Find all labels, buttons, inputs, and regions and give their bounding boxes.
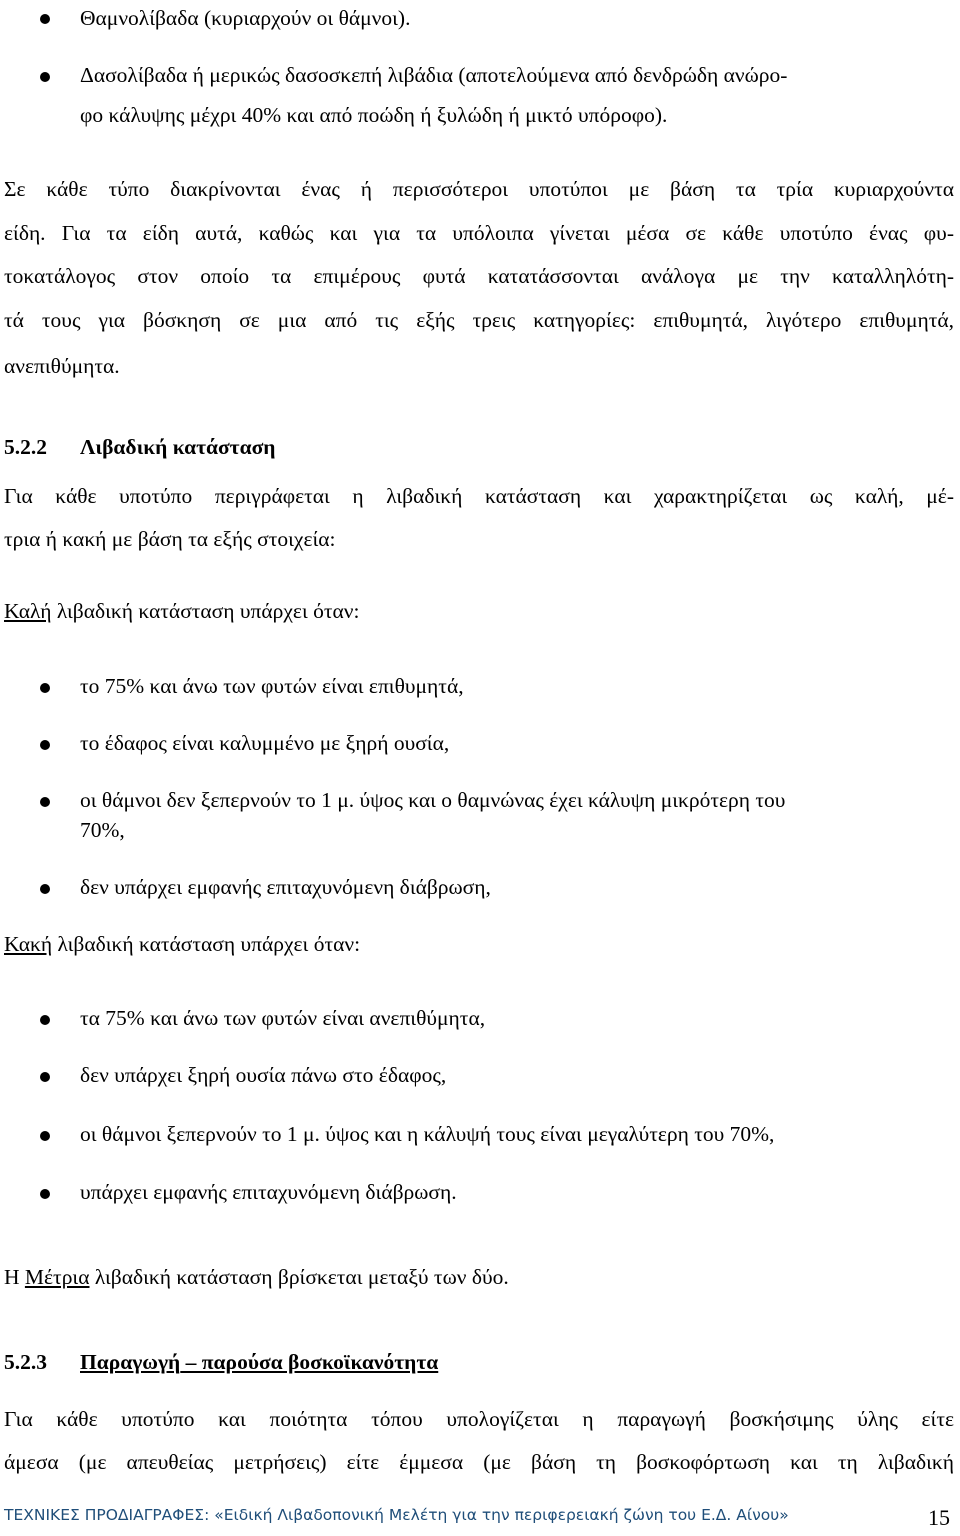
bullet-dot bbox=[40, 14, 50, 24]
section-title-part1: Παραγωγή bbox=[80, 1350, 181, 1374]
paragraph-line: Για κάθε υποτύπο και ποιότητα τόπου υπολογίζεται η παραγωγή βοσκήσιμης ύλης είτε bbox=[4, 1407, 954, 1431]
paragraph-line: Σε κάθε τύπο διακρίνονται ένας ή περισσότεροι υποτύποι με βάση τα τρία κυριαρχούντα bbox=[4, 177, 954, 201]
good-label: Καλή bbox=[4, 599, 52, 623]
bullet-dot bbox=[40, 1015, 50, 1025]
bullet-dot bbox=[40, 884, 50, 894]
list-item: δεν υπάρχει εμφανής επιταχυνόμενη διάβρωση, bbox=[80, 875, 491, 899]
list-item: Θαμνολίβαδα (κυριαρχούν οι θάμνοι). bbox=[80, 6, 411, 30]
good-rest: λιβαδική κατάσταση υπάρχει όταν: bbox=[51, 599, 360, 623]
section-heading bbox=[4, 1348, 438, 1376]
list-item: το έδαφος είναι καλυμμένο με ξηρή ουσία, bbox=[80, 731, 450, 755]
paragraph-line: τρια ή κακή με βάση τα εξής στοιχεία: bbox=[4, 527, 336, 551]
bullet-dot bbox=[40, 740, 50, 750]
list-item: οι θάμνοι δεν ξεπερνούν το 1 μ. ύψος και ο θαμνώνας έχει κάλυψη μικρότερη του bbox=[80, 788, 786, 812]
medium-condition-text bbox=[4, 1263, 509, 1291]
bullet-dot bbox=[40, 1072, 50, 1082]
paragraph-line: ανεπιθύμητα. bbox=[4, 354, 120, 378]
section-heading bbox=[4, 433, 275, 461]
medium-label: Μέτρια bbox=[24, 1265, 90, 1289]
page-footer: ΤΕΧΝΙΚΕΣ ΠΡΟΔΙΑΓΡΑΦΕΣ: «Ειδική Λιβαδοπονική Μελέτη για την περιφερειακή ζώνη του Ε.Δ. Αίνου» bbox=[4, 1506, 789, 1524]
bad-condition-intro bbox=[4, 930, 360, 958]
paragraph-line: τά τους για βόσκηση σε μια από τις εξής τρεις κατηγορίες: επιθυμητά, λιγότερο επιθυμητά, bbox=[4, 308, 954, 332]
paragraph-line: Για κάθε υποτύπο περιγράφεται η λιβαδική κατάσταση και χαρακτηρίζεται ως καλή, μέ- bbox=[4, 484, 954, 508]
bad-label: Κακή bbox=[4, 932, 53, 956]
section-title-part2: – παρούσα βοσκοϊκανότητα bbox=[180, 1350, 439, 1374]
list-item: υπάρχει εμφανής επιταχυνόμενη διάβρωση. bbox=[80, 1180, 457, 1204]
section-number: 5.2.3 bbox=[4, 1350, 47, 1374]
section-number: 5.2.2 bbox=[4, 435, 47, 459]
list-item: Δασολίβαδα ή μερικώς δασοσκεπή λιβάδια (αποτελούμενα από δενδρώδη ανώρο- bbox=[80, 63, 788, 87]
bullet-dot bbox=[40, 1189, 50, 1199]
medium-prefix: Η bbox=[4, 1265, 25, 1289]
good-condition-intro bbox=[4, 597, 359, 625]
paragraph-line: τοκατάλογος στον οποίο τα επιμέρους φυτά κατατάσσονται ανάλογα με την καταλληλότη- bbox=[4, 264, 954, 288]
paragraph-line: άμεσα (με απευθείας μετρήσεις) είτε έμμεσα (με βάση τη βοσκοφόρτωση και τη λιβαδική bbox=[4, 1450, 954, 1474]
list-item: το 75% και άνω των φυτών είναι επιθυμητά, bbox=[80, 674, 464, 698]
list-item: οι θάμνοι ξεπερνούν το 1 μ. ύψος και η κάλυψή τους είναι μεγαλύτερη του 70%, bbox=[80, 1122, 775, 1146]
medium-rest: λιβαδική κατάσταση βρίσκεται μεταξύ των δύο. bbox=[89, 1265, 509, 1289]
list-item: τα 75% και άνω των φυτών είναι ανεπιθύμητα, bbox=[80, 1006, 486, 1030]
bullet-dot bbox=[40, 1131, 50, 1141]
page-number: 15 bbox=[928, 1505, 950, 1530]
section-title: Λιβαδική κατάσταση bbox=[80, 435, 276, 459]
bullet-dot bbox=[40, 683, 50, 693]
paragraph-line: είδη. Για τα είδη αυτά, καθώς και για τα υπόλοιπα γίνεται μέσα σε κάθε υποτύπο ένας φυ- bbox=[4, 221, 954, 245]
bullet-dot bbox=[40, 797, 50, 807]
bullet-dot bbox=[40, 72, 50, 82]
list-item-continuation: φο κάλυψης μέχρι 40% και από ποώδη ή ξυλώδη ή μικτό υπόροφο). bbox=[80, 103, 668, 127]
list-item: δεν υπάρχει ξηρή ουσία πάνω στο έδαφος, bbox=[80, 1063, 447, 1087]
list-item-continuation: 70%, bbox=[80, 818, 125, 842]
bad-rest: λιβαδική κατάσταση υπάρχει όταν: bbox=[52, 932, 361, 956]
